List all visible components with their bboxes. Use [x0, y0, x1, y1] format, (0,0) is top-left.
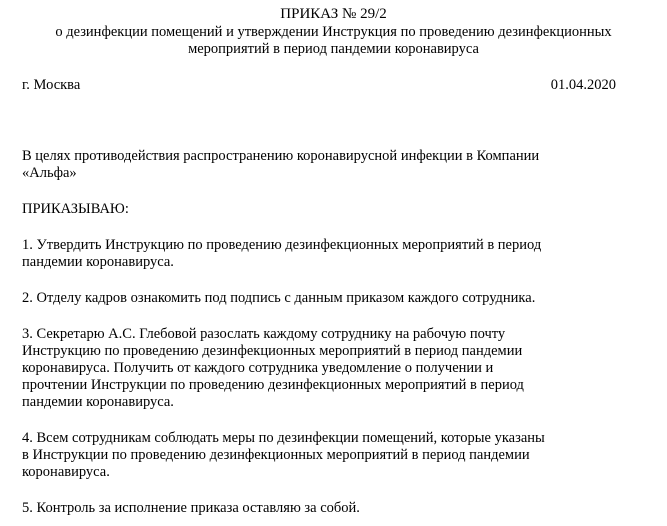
preamble-line-2: «Альфа»	[22, 165, 77, 181]
item-3-line-2: Инструкцию по проведению дезинфекционных мероприятий в период пандемии	[22, 343, 523, 359]
item-2-line-1: 2. Отделу кадров ознакомить под подпись с данным приказом каждого сотрудника.	[22, 290, 536, 306]
item-4-line-1: 4. Всем сотрудникам соблюдать меры по дезинфекции помещений, которые указаны	[22, 430, 545, 446]
item-4-line-2: в Инструкции по проведению дезинфекционных мероприятий в период пандемии	[22, 447, 530, 463]
item-3-line-4: прочтении Инструкции по проведению дезинфекционных мероприятий в период	[22, 377, 524, 393]
document-title: ПРИКАЗ № 29/2	[280, 6, 387, 22]
item-1-line-2: пандемии коронавируса.	[22, 254, 174, 270]
item-5-line-1: 5. Контроль за исполнение приказа оставляю за собой.	[22, 500, 360, 516]
document-date: 01.04.2020	[550, 77, 616, 93]
item-3-line-3: коронавируса. Получить от каждого сотрудника уведомление о получении и	[22, 360, 494, 376]
preamble-line-1: В целях противодействия распространению коронавирусной инфекции в Компании	[22, 148, 540, 164]
document-subtitle-line-2: мероприятий в период пандемии коронавируса	[188, 41, 479, 57]
item-4-line-3: коронавируса.	[22, 464, 110, 480]
item-1-line-1: 1. Утвердить Инструкцию по проведению дезинфекционных мероприятий в период	[22, 237, 542, 253]
order-word: ПРИКАЗЫВАЮ:	[22, 201, 129, 217]
item-3-line-5: пандемии коронавируса.	[22, 394, 174, 410]
item-3-line-1: 3. Секретарю А.С. Глебовой разослать каждому сотруднику на рабочую почту	[22, 326, 506, 342]
city: г. Москва	[22, 77, 81, 93]
document-subtitle-line-1: о дезинфекции помещений и утверждении Инструкция по проведению дезинфекционных	[55, 24, 612, 40]
